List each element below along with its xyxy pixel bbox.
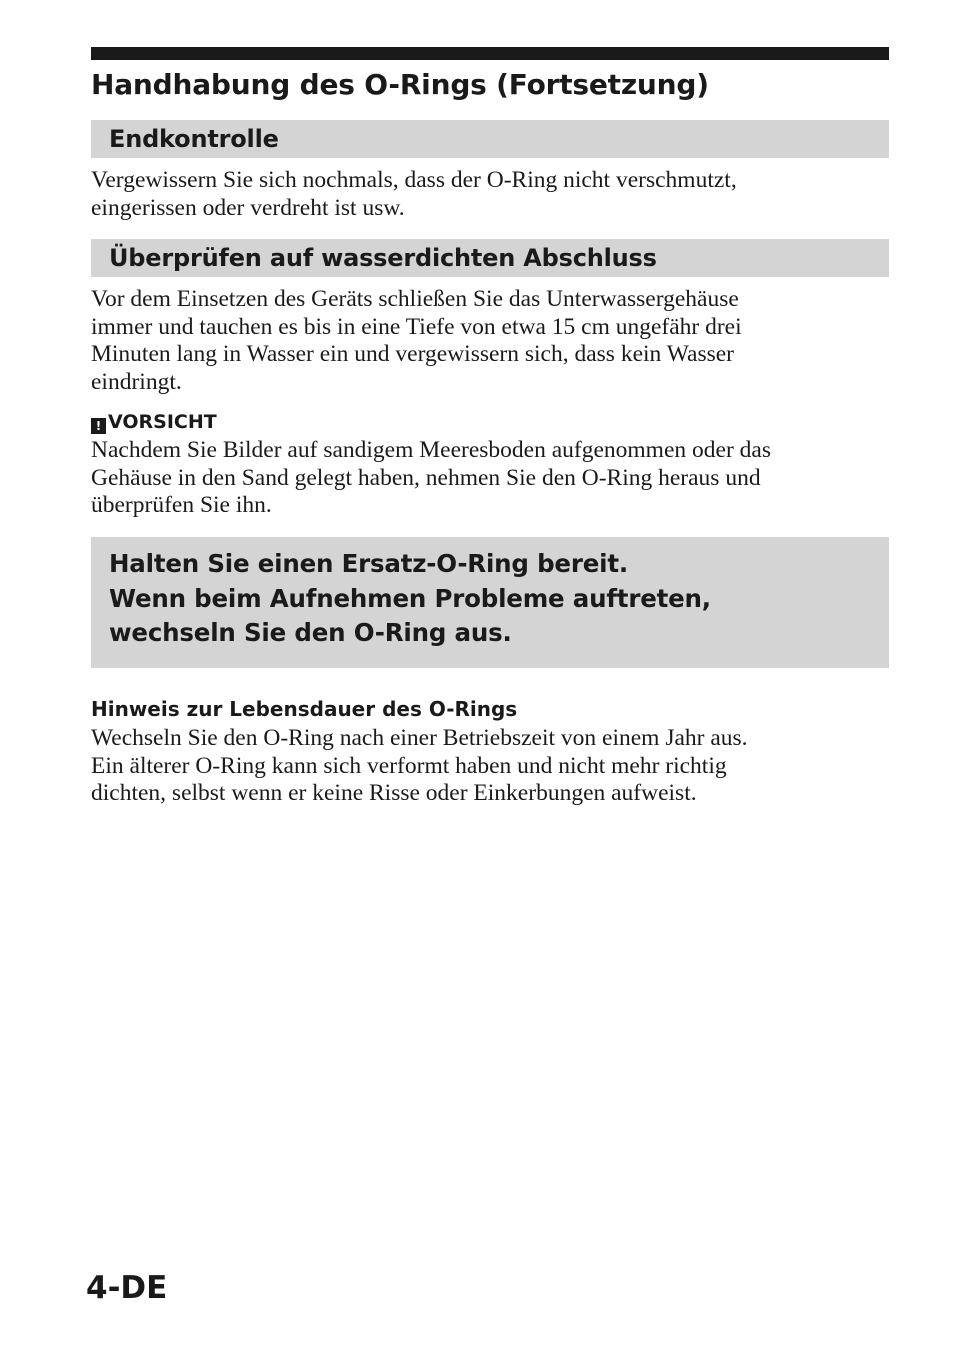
section-heading-bar	[91, 120, 889, 158]
text-line: dichten, selbst wenn er keine Risse oder Einkerbungen aufweist.	[91, 780, 697, 806]
text-line: überprüfen Sie ihn.	[91, 492, 272, 518]
text-line: Ein älterer O-Ring kann sich verformt haben und nicht mehr richtig	[91, 752, 727, 779]
highlight-line: Wenn beim Aufnehmen Probleme auftreten,	[109, 583, 711, 613]
text-line: Minuten lang in Wasser ein und vergewissern sich, dass kein Wasser	[91, 341, 735, 367]
highlight-box	[91, 537, 889, 668]
text-line: Wechseln Sie den O-Ring nach einer Betriebszeit von einem Jahr aus.	[91, 725, 748, 751]
caution-icon: !	[91, 418, 106, 434]
section-heading-wasserdicht: Überprüfen auf wasserdichten Abschluss	[109, 244, 657, 272]
hint-heading: Hinweis zur Lebensdauer des O-Rings	[91, 697, 518, 721]
text-line: Vor dem Einsetzen des Geräts schließen Sie das Unterwassergehäuse	[91, 286, 739, 312]
text-line: eingerissen oder verdreht ist usw.	[91, 194, 405, 221]
text-line: Gehäuse in den Sand gelegt haben, nehmen Sie den O-Ring heraus und	[91, 464, 761, 491]
text-line: immer und tauchen es bis in eine Tiefe von etwa 15 cm ungefähr drei	[91, 313, 742, 340]
section-heading-bar	[91, 239, 889, 277]
caution-heading	[91, 409, 217, 435]
section-body-wasserdicht	[91, 286, 881, 396]
page-title: Handhabung des O-Rings (Fortsetzung)	[91, 68, 709, 101]
hint-body	[91, 725, 881, 808]
highlight-line: Halten Sie einen Ersatz-O-Ring bereit.	[109, 549, 628, 578]
highlight-line: wechseln Sie den O-Ring aus.	[109, 618, 512, 647]
page-number: 4-DE	[86, 1270, 168, 1306]
text-line: Nachdem Sie Bilder auf sandigem Meeresboden aufgenommen oder das	[91, 437, 771, 463]
caution-label: VORSICHT	[108, 411, 217, 433]
text-line: eindringt.	[91, 368, 182, 395]
caution-body	[91, 437, 881, 520]
section-heading-endkontrolle: Endkontrolle	[109, 125, 279, 153]
text-line: Vergewissern Sie sich nochmals, dass der O-Ring nicht verschmutzt,	[91, 167, 737, 193]
top-rule	[91, 47, 889, 60]
section-body-endkontrolle	[91, 167, 881, 222]
